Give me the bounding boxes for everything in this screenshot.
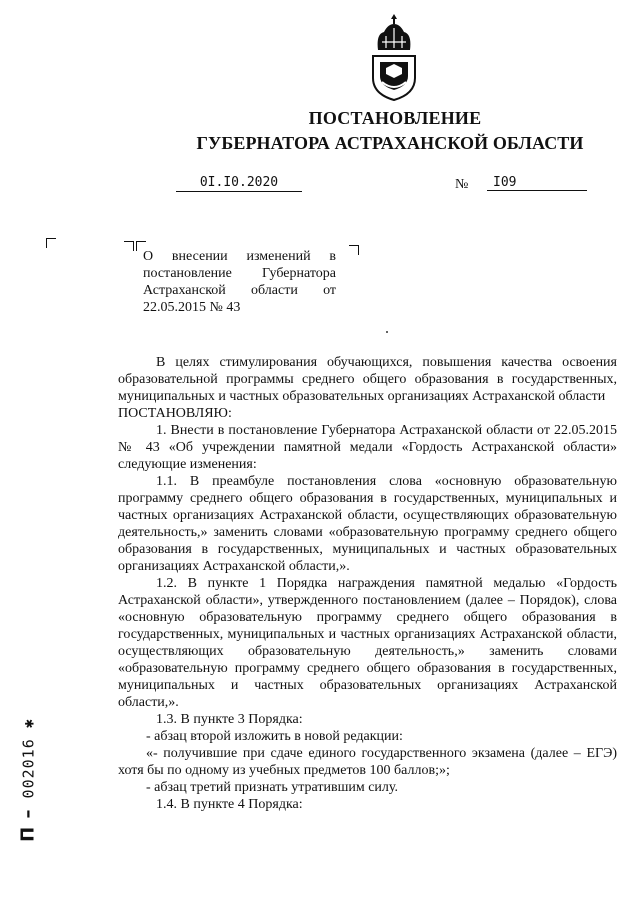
- paragraph-1: 1. Внести в постановление Губернатора Астраханской области от 22.05.2015 № 43 «Об учреждении памятной медали «Гордость Астраханской области» следующие изменения:: [118, 423, 617, 472]
- stamp-prefix: П –: [17, 808, 39, 842]
- paragraph-1-3-a: - абзац второй изложить в новой редакции:: [146, 729, 403, 744]
- document-number: I09: [487, 174, 587, 191]
- document-subject: О внесении изменений в постановление Губернатора Астраханской области от 22.05.2015 № 43: [143, 249, 336, 315]
- paragraph-1-1: 1.1. В преамбуле постановления слова «основную образовательную программу среднего общего образования в государственных, муниципальных и частных организациях Астраханской области, осуществляющих образовательную деятельность,» заменить словами «образовательную программу среднего общего образования в государственных, муниципальных и частных образовательных организациях Астраханской области,».: [118, 474, 617, 574]
- paragraph-1-4: 1.4. В пункте 4 Порядка:: [156, 797, 303, 812]
- paragraph-1-2: 1.2. В пункте 1 Порядка награждения памятной медалью «Гордость Астраханской области», утвержденного постановлением (далее – Порядок), слова «основную образовательную программу среднего общего образования в государственных, муниципальных и частных организациях Астраханской области, осуществляющих образовательную деятельность,» заменить словами «образовательную программу среднего общего образования в государственных, муниципальных и частных образовательных организациях Астраханской области,».: [118, 576, 617, 710]
- paragraph-1-3-c: - абзац третий признать утратившим силу.: [146, 780, 398, 795]
- preamble-paragraph: В целях стимулирования обучающихся, повышения качества освоения образовательной программы среднего общего образования в государственных, муниципальных и частных образовательных организациях Астраханской области: [118, 355, 617, 404]
- coat-of-arms-emblem: [368, 12, 420, 102]
- stamp-code: 002016: [19, 738, 38, 799]
- document-body: [118, 354, 617, 813]
- paragraph-1-3: 1.3. В пункте 3 Порядка:: [156, 712, 303, 727]
- subject-bracket-right: [349, 245, 359, 255]
- number-sign: №: [455, 177, 469, 192]
- stamp-star-mark: ✱: [19, 718, 38, 729]
- margin-corner-mark: [46, 238, 56, 248]
- paragraph-1-3-b: «- получившие при сдаче единого государственного экзамена (далее – ЕГЭ) хотя бы по одному из учебных предметов 100 баллов;»;: [118, 746, 617, 778]
- scan-dot: [386, 331, 388, 333]
- registration-stamp: [8, 700, 48, 860]
- subject-bracket-left: [124, 241, 134, 251]
- document-issuer: ГУБЕРНАТОРА АСТРАХАНСКОЙ ОБЛАСТИ: [196, 133, 584, 153]
- resolve-heading: ПОСТАНОВЛЯЮ:: [118, 406, 232, 421]
- document-date: 0I.I0.2020: [176, 174, 302, 192]
- document-title: ПОСТАНОВЛЕНИЕ: [308, 108, 482, 128]
